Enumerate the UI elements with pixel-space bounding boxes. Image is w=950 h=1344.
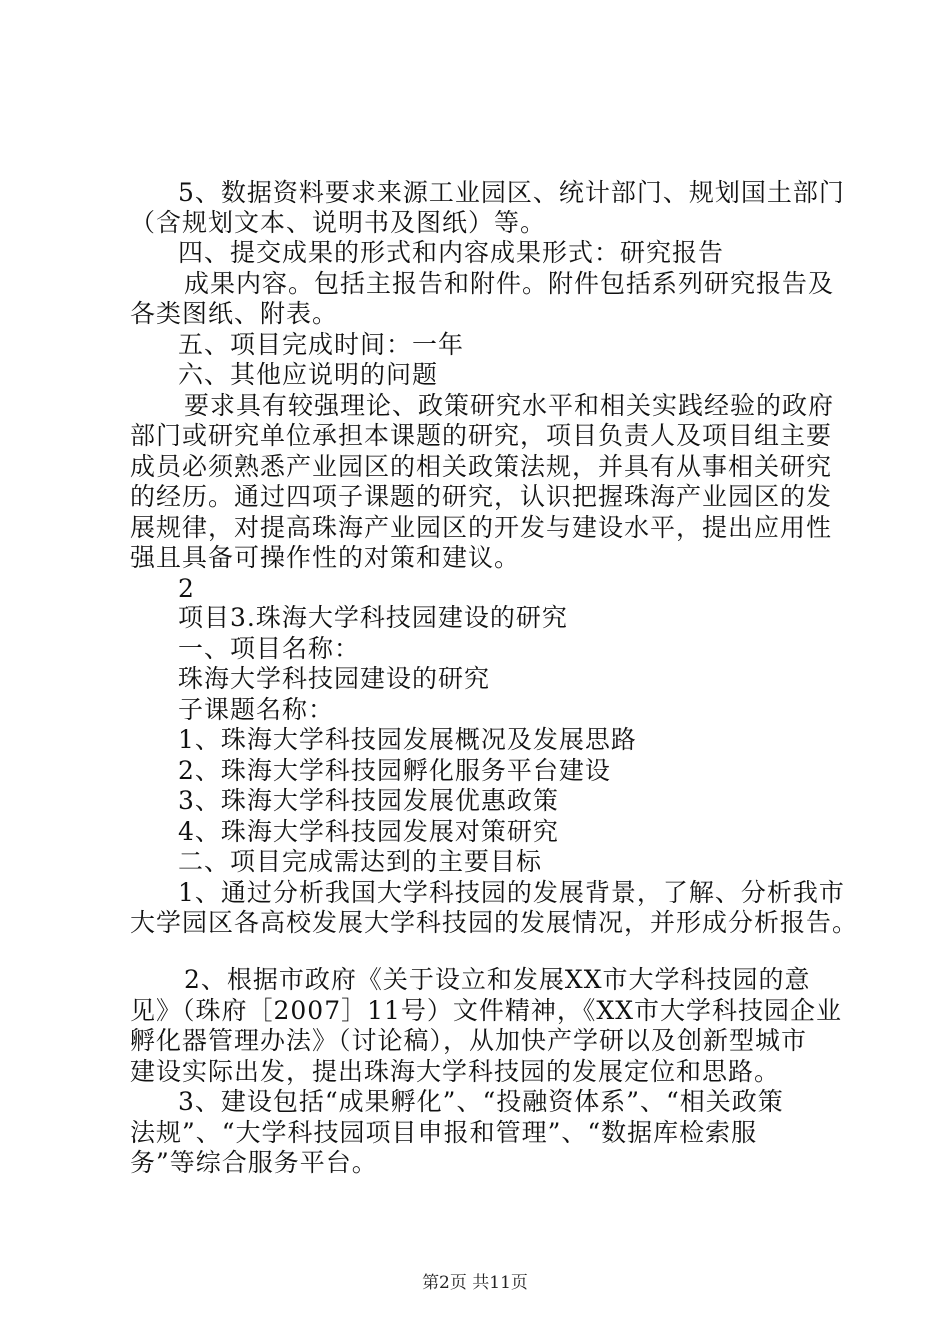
text-line: 建设实际出发，提出珠海大学科技园的发展定位和思路。 [130,1057,781,1086]
text-line: （含规划文本、说明书及图纸）等。 [130,208,547,237]
text-line: 大学园区各高校发展大学科技园的发展情况，并形成分析报告。 [130,908,859,937]
text-line: 成果内容。包括主报告和附件。附件包括系列研究报告及 [184,269,835,298]
text-line: 要求具有较强理论、政策研究水平和相关实践经验的政府 [184,391,835,420]
text-line: 六、其他应说明的问题 [178,360,439,389]
text-line: 项目3.珠海大学科技园建设的研究 [178,603,568,632]
text-line: 3、珠海大学科技园发展优惠政策 [178,786,559,815]
text-line: 务”等综合服务平台。 [130,1148,378,1177]
text-line: 子课题名称： [178,695,335,724]
text-line: 3、建设包括“成果孵化”、“投融资体系”、“相关政策 [178,1087,784,1116]
text-line: 1、通过分析我国大学科技园的发展背景，了解、分析我市 [178,878,845,907]
text-line: 二、项目完成需达到的主要目标 [178,847,543,876]
text-line: 的经历。通过四项子课题的研究，认识把握珠海产业园区的发 [130,482,833,511]
text-line: 4、珠海大学科技园发展对策研究 [178,817,559,846]
text-line: 五、项目完成时间：一年 [178,330,465,359]
text-line: 5、数据资料要求来源工业园区、统计部门、规划国土部门 [178,178,845,207]
text-line: 各类图纸、附表。 [130,299,339,328]
text-line: 强且具备可操作性的对策和建议。 [130,543,521,572]
text-line: 部门或研究单位承担本课题的研究，项目负责人及项目组主要 [130,421,833,450]
text-line: 1、珠海大学科技园发展概况及发展思路 [178,725,637,754]
text-line: 成员必须熟悉产业园区的相关政策法规，并具有从事相关研究 [130,452,833,481]
text-line: 见》（珠府［2007］11号）文件精神，《XX市大学科技园企业 [130,996,843,1025]
text-line: 展规律，对提高珠海产业园区的开发与建设水平，提出应用性 [130,513,833,542]
text-line: 一、项目名称： [178,634,361,663]
text-line: 2 [178,574,195,603]
text-line: 四、提交成果的形式和内容成果形式：研究报告 [178,238,725,267]
text-line: 孵化器管理办法》（讨论稿），从加快产学研以及创新型城市 [130,1026,808,1055]
text-line: 2、珠海大学科技园孵化服务平台建设 [178,756,611,785]
text-line: 珠海大学科技园建设的研究 [178,664,491,693]
text-line: 法规”、“大学科技园项目申报和管理”、“数据库检索服 [130,1118,758,1147]
page-footer: 第2页 共11页 [422,1273,528,1293]
text-line: 2、根据市政府《关于设立和发展XX市大学科技园的意 [184,965,811,994]
